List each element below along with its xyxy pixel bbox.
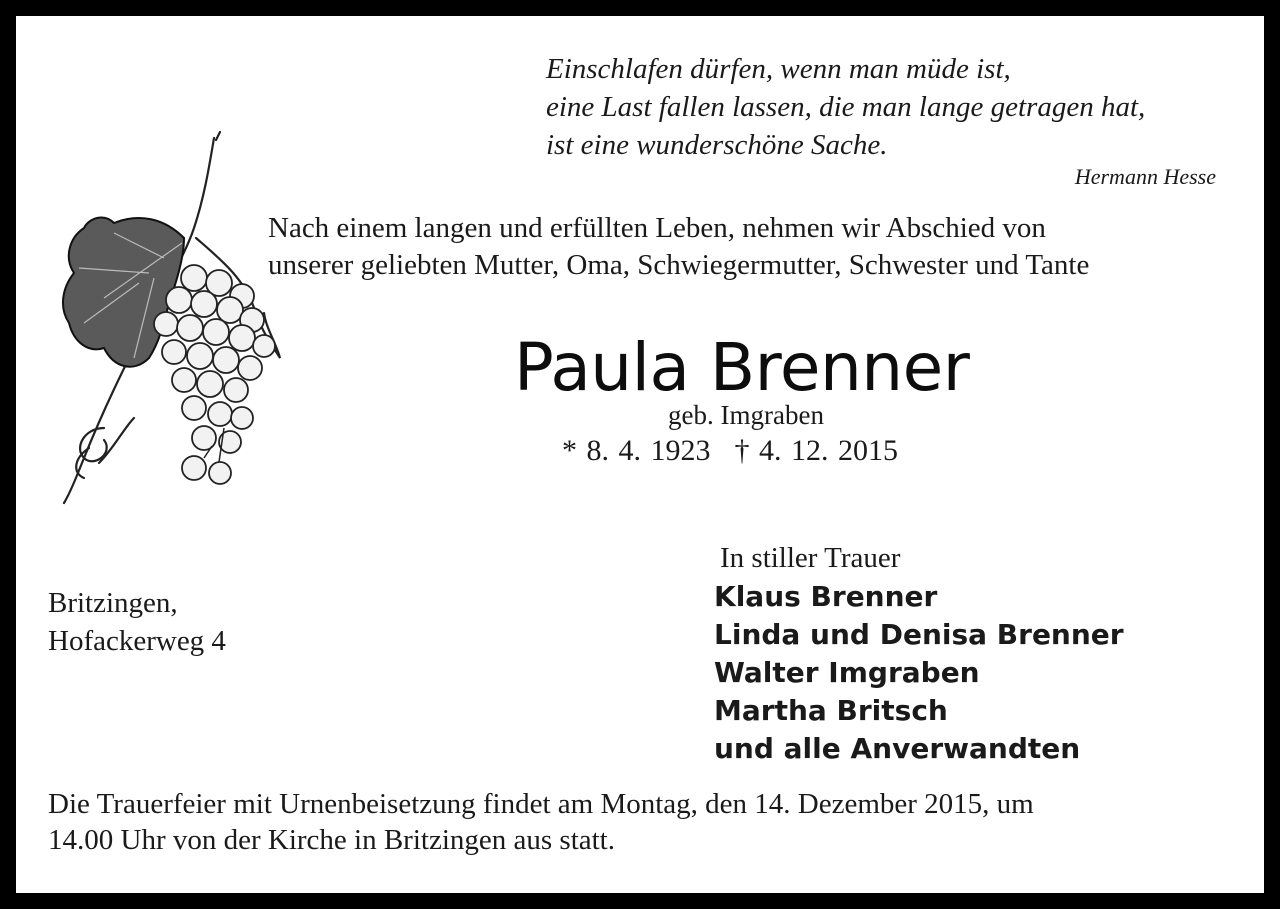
address-line: Hofackerweg 4 (48, 625, 226, 657)
ceremony-info (48, 786, 1034, 858)
deceased-name: Paula Brenner (514, 329, 970, 406)
mourner-name: Linda und Denisa Brenner (714, 618, 1124, 651)
mourner-name: Klaus Brenner (714, 580, 938, 613)
grapevine-icon (44, 128, 284, 508)
mourners-list (714, 578, 1124, 768)
ceremony-line: Die Trauerfeier mit Urnenbeisetzung findet am Montag, den 14. Dezember 2015, um (48, 788, 1034, 820)
obituary-notice (16, 16, 1264, 893)
intro-line: Nach einem langen und erfüllten Leben, nehmen wir Abschied von (268, 212, 1046, 244)
death-date: † 4. 12. 2015 (734, 434, 898, 467)
mourner-name: und alle Anverwandten (714, 732, 1081, 765)
intro-text (268, 210, 1089, 284)
ceremony-line: 14.00 Uhr von der Kirche in Britzingen aus statt. (48, 824, 615, 856)
quote-line: Einschlafen dürfen, wenn man müde ist, (546, 53, 1011, 85)
address (48, 584, 226, 660)
life-dates (562, 434, 898, 468)
quote-line: ist eine wunderschöne Sache. (546, 129, 888, 161)
mourner-name: Walter Imgraben (714, 656, 980, 689)
maiden-name: geb. Imgraben (668, 400, 824, 430)
quote (546, 50, 1145, 164)
intro-line: unserer geliebten Mutter, Oma, Schwiegermutter, Schwester und Tante (268, 249, 1090, 281)
quote-author: Hermann Hesse (1074, 164, 1216, 189)
birth-date: * 8. 4. 1923 (562, 434, 711, 467)
mourning-title: In stiller Trauer (720, 542, 901, 574)
address-line: Britzingen, (48, 587, 178, 619)
grape-cluster (154, 265, 275, 484)
quote-line: eine Last fallen lassen, die man lange getragen hat, (546, 91, 1146, 123)
mourner-name: Martha Britsch (714, 694, 948, 727)
